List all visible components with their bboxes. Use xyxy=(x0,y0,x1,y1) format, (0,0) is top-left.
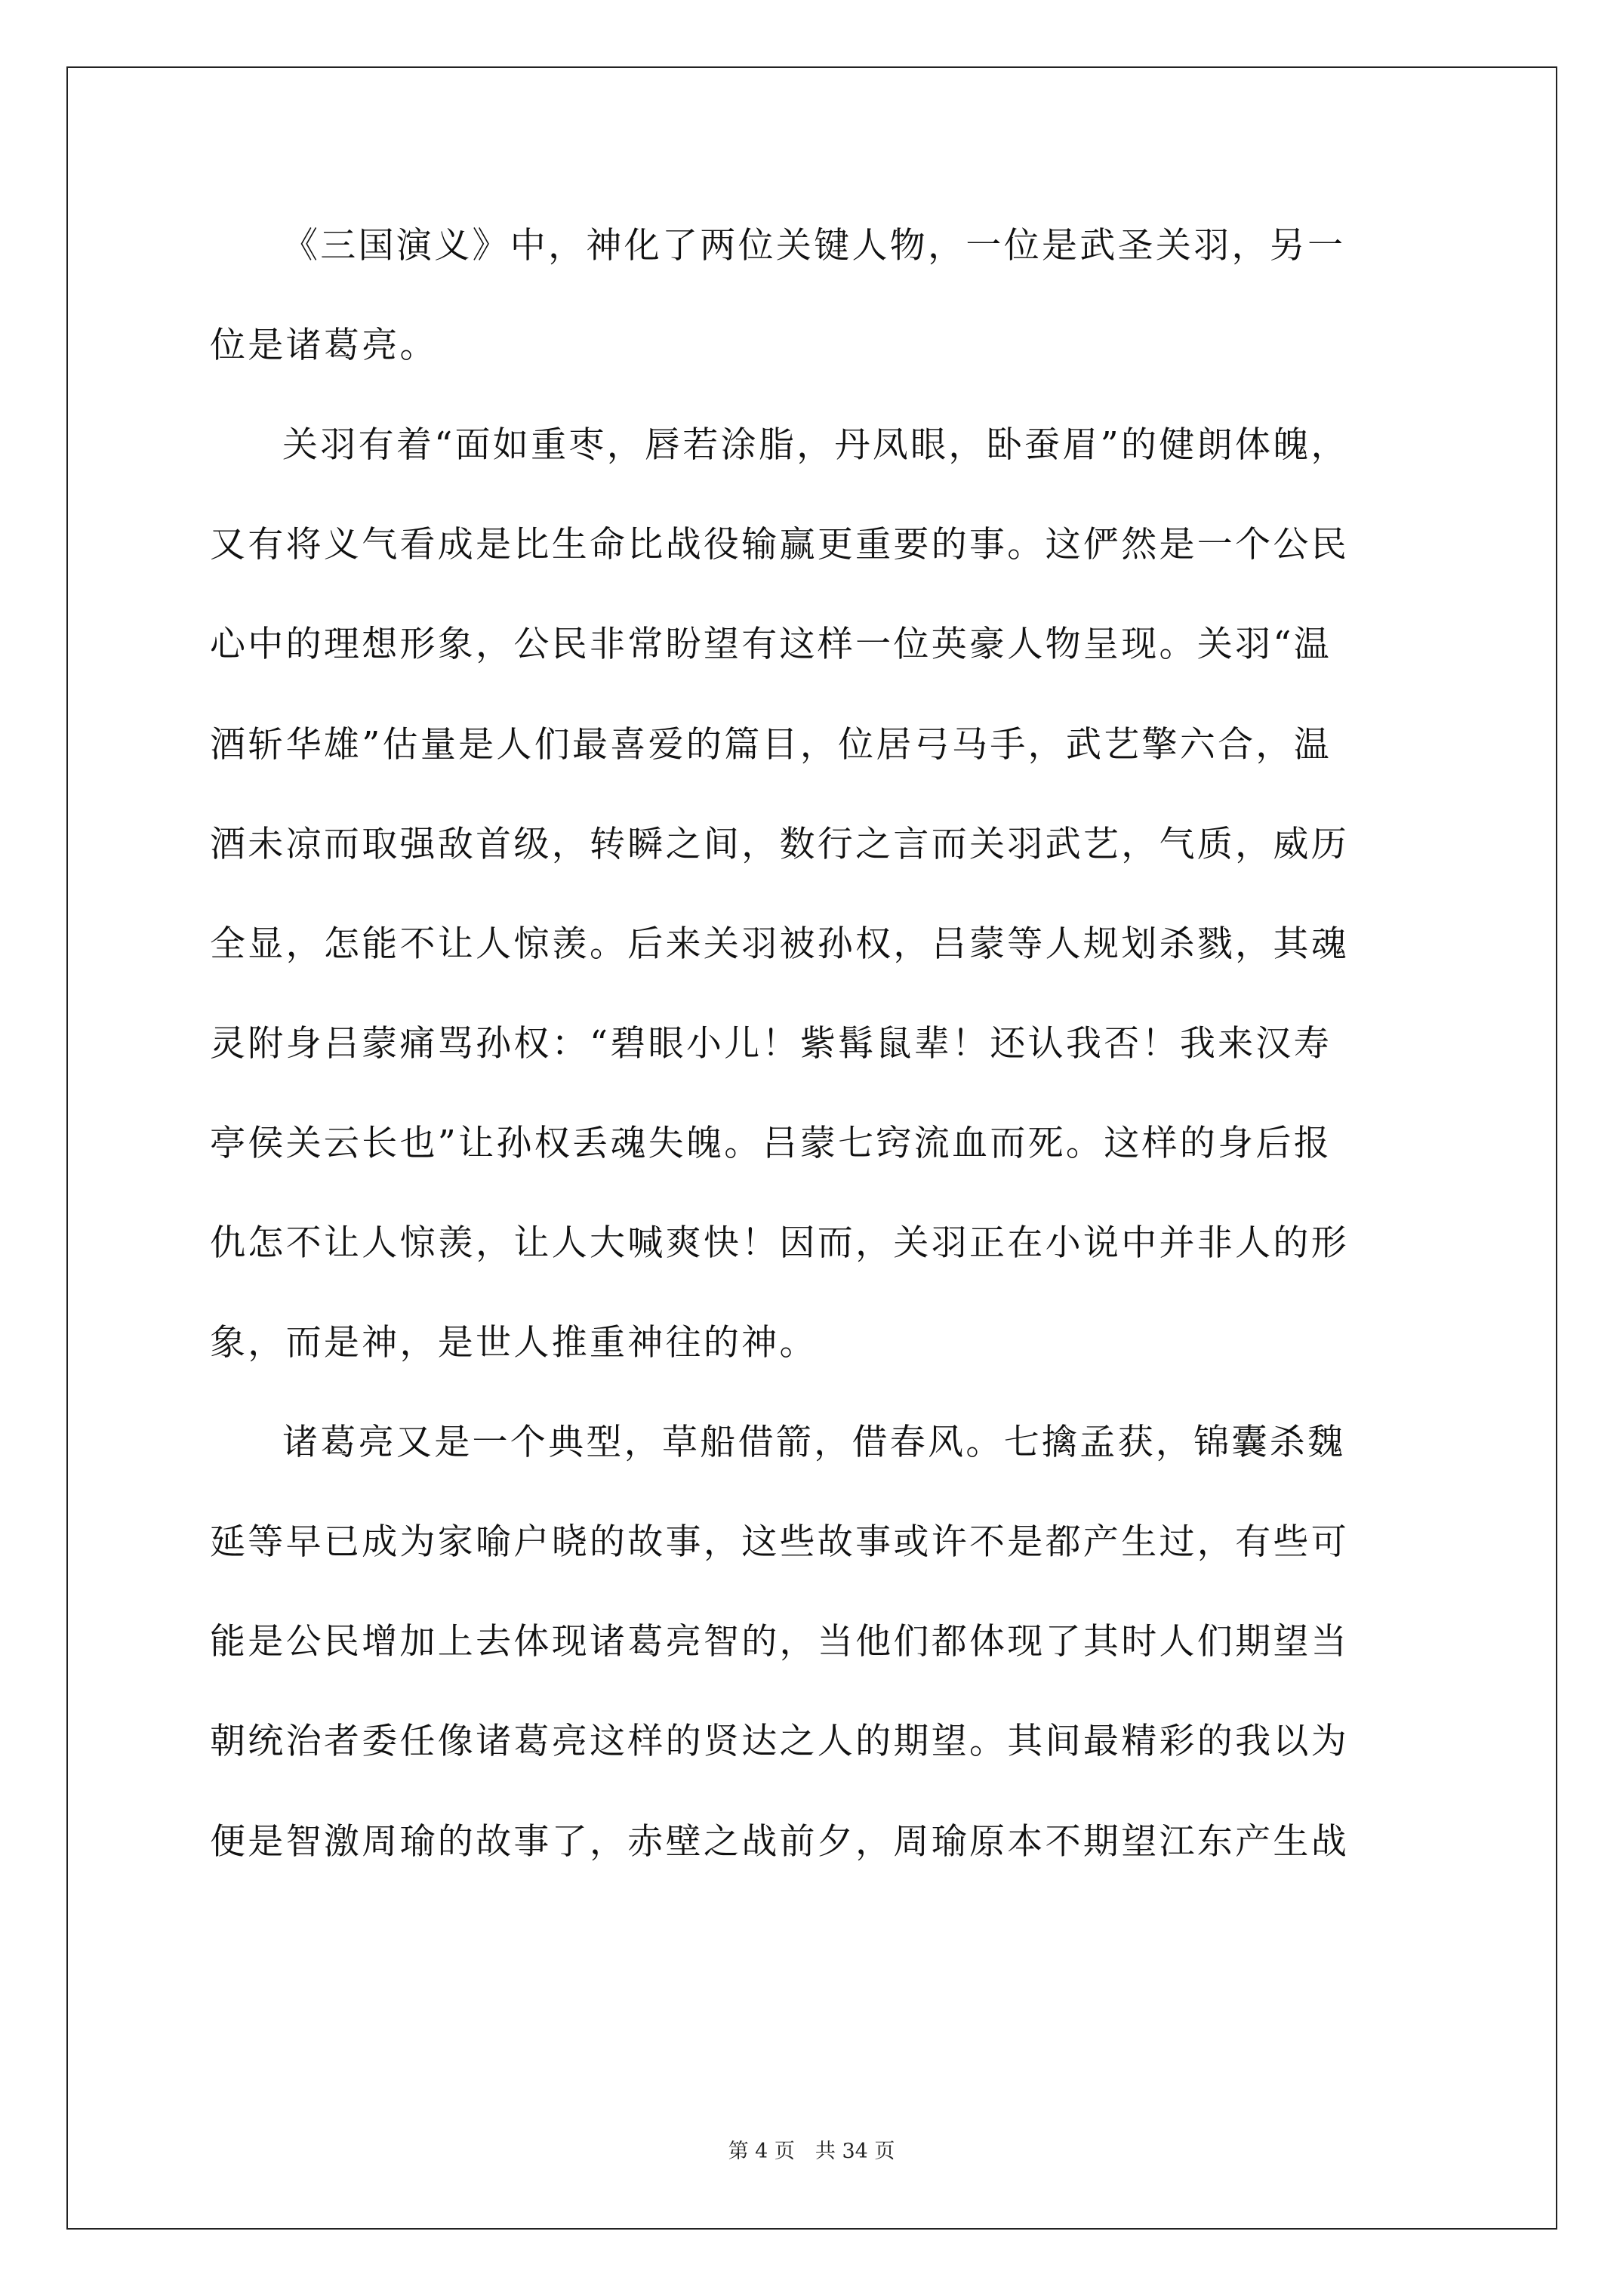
text-line: 亭侯关云长也”让孙权丢魂失魄。吕蒙七窍流血而死。这样的身后报 xyxy=(210,1123,1332,1164)
text-line: 延等早已成为家喻户晓的故事，这些故事或许不是都产生过，有些可 xyxy=(210,1521,1349,1563)
text-line: 便是智激周瑜的故事了，赤壁之战前夕，周瑜原本不期望江东产生战 xyxy=(210,1821,1349,1863)
text-line: 位是诸葛亮。 xyxy=(210,325,438,366)
text-line: 又有将义气看成是比生命比战役输赢更重要的事。这俨然是一个公民 xyxy=(210,524,1349,566)
text-line: 朝统治者委任像诸葛亮这样的贤达之人的期望。其间最精彩的我以为 xyxy=(210,1721,1349,1762)
text-line: 酒未凉而取强敌首级，转瞬之间，数行之言而关羽武艺，气质，威历 xyxy=(210,824,1349,865)
page-number-footer: 第 4 页 共 34 页 xyxy=(728,2140,895,2163)
text-line: 能是公民增加上去体现诸葛亮智的，当他们都体现了其时人们期望当 xyxy=(210,1621,1349,1663)
text-line: 仇怎不让人惊羡，让人大喊爽快！因而，关羽正在小说中并非人的形 xyxy=(210,1222,1349,1264)
text-line: 心中的理想形象，公民非常盼望有这样一位英豪人物呈现。关羽“温 xyxy=(210,624,1332,665)
text-line: 象，而是神，是世人推重神往的神。 xyxy=(210,1322,818,1364)
text-line: 全显，怎能不让人惊羡。后来关羽被孙权，吕蒙等人规划杀戮，其魂 xyxy=(210,923,1349,965)
text-line: 诸葛亮又是一个典型，草船借箭，借春风。七擒孟获，锦囊杀魏 xyxy=(282,1422,1346,1463)
text-line: 酒斩华雄”估量是人们最喜爱的篇目，位居弓马手，武艺擎六合，温 xyxy=(210,724,1332,766)
text-line: 灵附身吕蒙痛骂孙权：“碧眼小儿！紫髯鼠辈！还认我否！我来汉寿 xyxy=(210,1023,1332,1065)
text-line: 《三国演义》中，神化了两位关键人物，一位是武圣关羽，另一 xyxy=(282,225,1346,267)
text-line: 关羽有着“面如重枣，唇若涂脂，丹凤眼，卧蚕眉”的健朗体魄， xyxy=(282,424,1349,466)
